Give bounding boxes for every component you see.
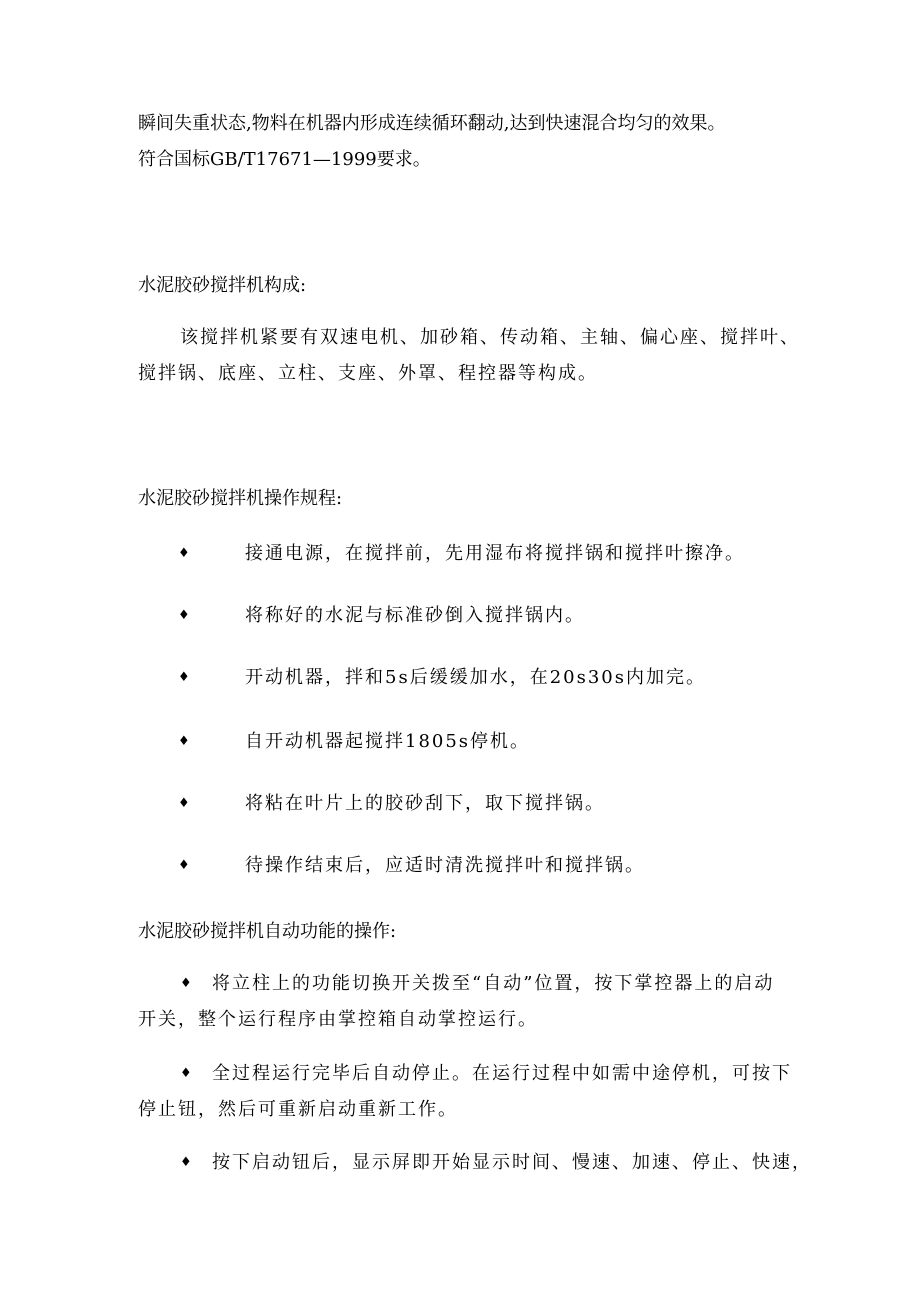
operation-item-2: 将称好的水泥与标准砂倒入搅拌锅内。 (245, 605, 585, 626)
bullet-icon: ♦ (180, 976, 192, 991)
bullet-icon: ♦ (178, 546, 190, 561)
auto-p2-line-1: 全过程运行完毕后自动停止。在运行过程中如需中途停机，可按下 (212, 1063, 792, 1084)
bullet-icon: ♦ (178, 608, 190, 623)
auto-p3-line-1: 按下启动钮后，显示屏即开始显示时间、慢速、加速、停止、快速， (212, 1152, 812, 1173)
bullet-icon: ♦ (180, 1155, 192, 1170)
bullet-icon: ♦ (178, 670, 190, 685)
composition-heading: 水泥胶砂搅拌机构成: (138, 275, 307, 296)
composition-line-1: 该搅拌机紧要有双速电机、加砂箱、传动箱、主轴、偏心座、搅拌叶、 (180, 327, 800, 348)
auto-p1-line-2: 开关，整个运行程序由掌控箱自动掌控运行。 (138, 1009, 538, 1030)
auto-p2-line-2: 停止钮，然后可重新启动重新工作。 (138, 1099, 458, 1120)
operation-item-4: 自开动机器起搅拌1805s停机。 (245, 731, 531, 752)
auto-heading: 水泥胶砂搅拌机自动功能的操作: (138, 921, 397, 942)
operation-item-3: 开动机器，拌和5s后缓缓加水，在20s30s内加完。 (245, 667, 706, 688)
intro-line-2: 符合国标GB/T17671—1999要求。 (138, 149, 431, 170)
bullet-icon: ♦ (178, 734, 190, 749)
intro-line-1: 瞬间失重状态,物料在机器内形成连续循环翻动,达到快速混合均匀的效果。 (138, 113, 726, 134)
bullet-icon: ♦ (180, 1066, 192, 1081)
operation-item-5: 将粘在叶片上的胶砂刮下，取下搅拌锅。 (245, 793, 605, 814)
bullet-icon: ♦ (178, 796, 190, 811)
bullet-icon: ♦ (178, 858, 190, 873)
operation-item-6: 待操作结束后，应适时清洗搅拌叶和搅拌锅。 (245, 855, 645, 876)
operation-item-1: 接通电源，在搅拌前，先用湿布将搅拌锅和搅拌叶擦净。 (245, 543, 745, 564)
operation-heading: 水泥胶砂搅拌机操作规程: (138, 488, 343, 509)
composition-line-2: 搅拌锅、底座、立柱、支座、外罩、程控器等构成。 (138, 363, 598, 384)
auto-p1-line-1: 将立柱上的功能切换开关拨至“自动”位置，按下掌控器上的启动 (212, 973, 775, 994)
